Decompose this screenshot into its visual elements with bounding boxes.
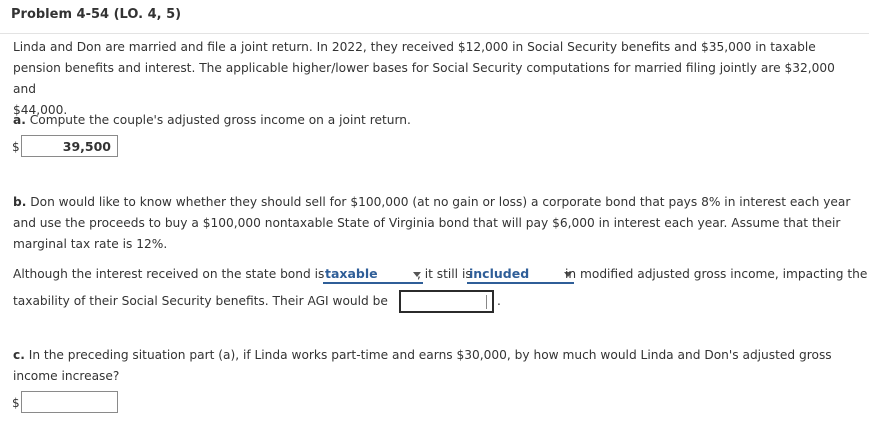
part-b-sentence [13,266,869,286]
part-b-letter: b. [13,195,27,209]
part-b-line: b. Don would like to know whether they should sell for $100,000 (at no gain or loss) a corporate bond that pays 8% in interest each year [13,195,851,209]
part-b-agi-input[interactable] [399,290,494,313]
part-c-line: c. In the preceding situation part (a), if Linda works part-time and earns $30,000, by how much would Linda and Don's adjusted gross [13,348,832,362]
part-b-line: and use the proceeds to buy a $100,000 nontaxable State of Virginia bond that will pay $6,000 in interest each year. Assume that their [13,216,841,230]
text-caret [486,295,487,309]
part-a-text: Compute the couple's adjusted gross income on a joint return. [29,113,411,127]
state-bond-taxability-select[interactable] [323,266,423,284]
part-b-line: marginal tax rate is 12%. [13,237,168,251]
trailing-period: . [497,294,501,308]
sentence-mid: , it still is [417,267,472,281]
select-value: taxable [325,266,378,281]
part-c-paragraph [13,345,859,387]
part-c-currency: $ [12,396,20,410]
intro-line: $44,000. [13,103,68,117]
intro-line: pension benefits and interest. The applicable higher/lower bases for Social Security computations for married filing jointly are $32,000 and [13,61,835,96]
problem-title: Problem 4-54 (LO. 4, 5) [11,7,182,22]
part-b-agi-line [13,291,869,315]
sentence-start: Although the interest received on the state bond is [13,267,325,281]
part-c-letter: c. [13,348,25,362]
agi-text: taxability of their Social Security benefits. Their AGI would be [13,294,388,308]
part-a-answer-input[interactable]: 39,500 [21,135,118,157]
part-c-answer-input[interactable] [21,391,118,413]
problem-header [0,0,869,34]
intro-line: Linda and Don are married and file a joint return. In 2022, they received $12,000 in Social Security benefits and $35,000 in taxable [13,40,816,54]
part-b-paragraph [13,192,859,255]
part-c-line: income increase? [13,369,120,383]
select-value: included [469,266,530,281]
part-a-letter: a. [13,113,26,127]
sentence-end: in modified adjusted gross income, impacting the [565,267,868,281]
part-a-question [13,113,411,127]
part-a-currency: $ [12,140,20,154]
intro-paragraph [13,37,859,121]
magi-inclusion-select[interactable] [467,266,574,284]
